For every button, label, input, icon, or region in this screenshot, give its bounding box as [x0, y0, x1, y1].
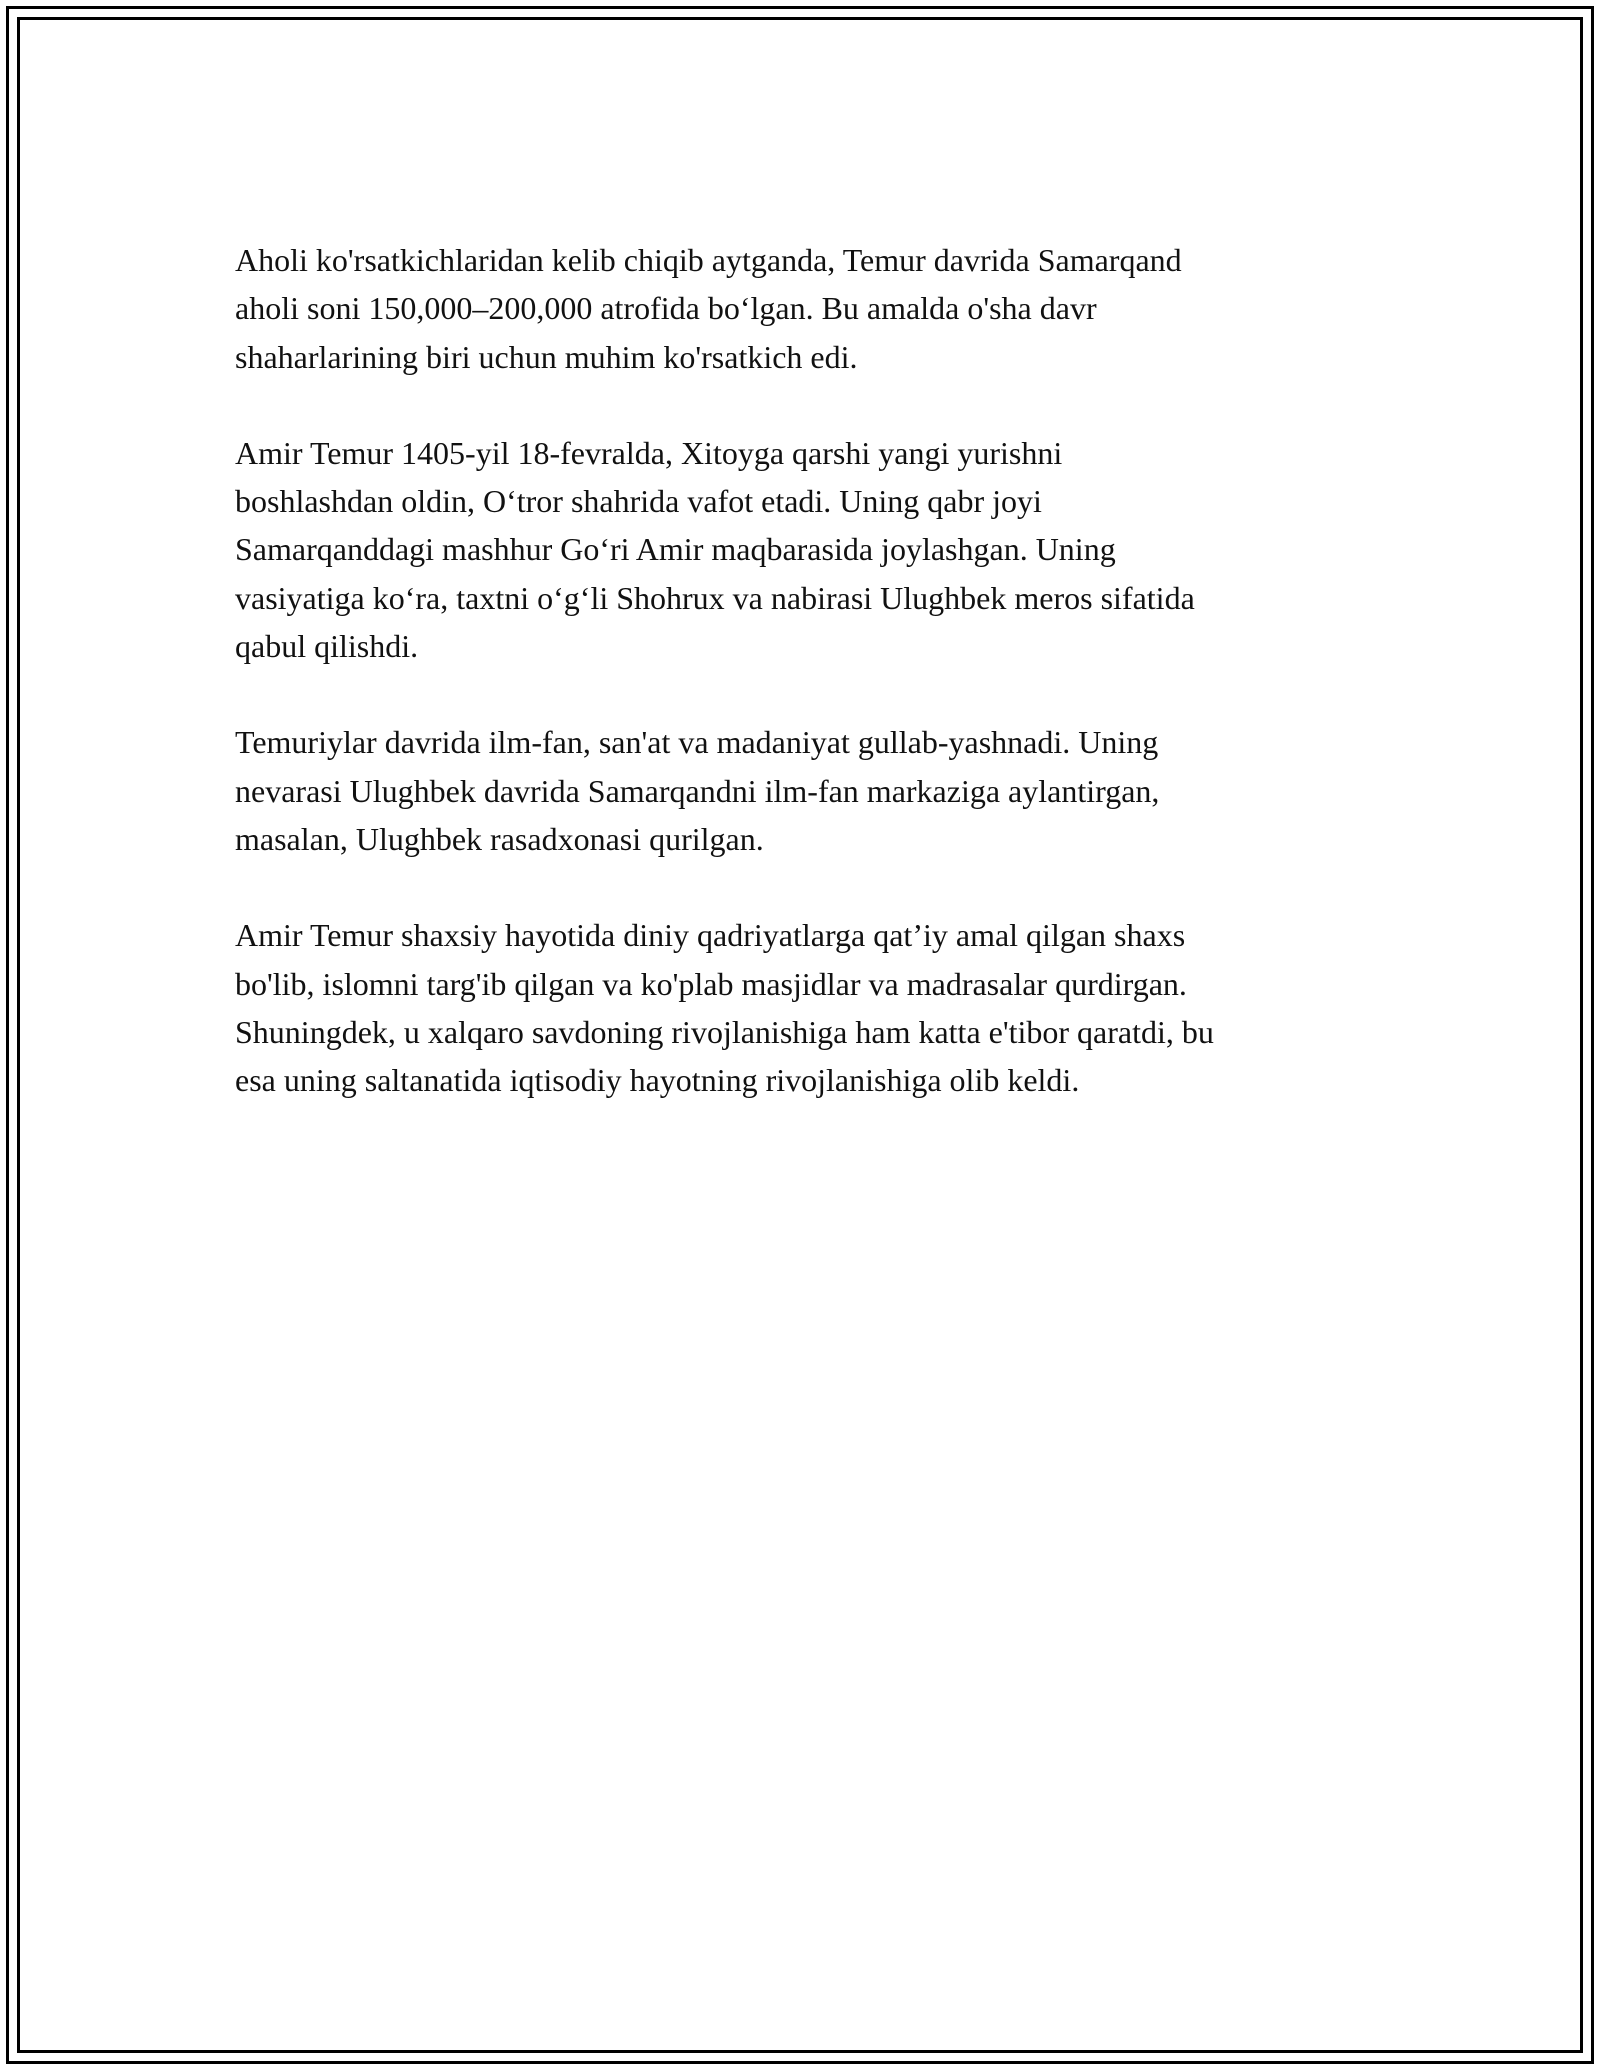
paragraph-timurid-culture: Temuriylar davrida ilm-fan, san'at va madaniyat gullab-yashnadi. Uning nevarasi Ulughbek davrida Samarqandni ilm-fan markaziga aylantirgan, masalan, Ulughbek rasadxonasi qurilgan.	[235, 724, 1160, 857]
paragraph-religion-and-trade: Amir Temur shaxsiy hayotida diniy qadriyatlarga qat’iy amal qilgan shaxs bo'lib, islomni targ'ib qilgan va ko'plab masjidlar va madrasalar qurdirgan. Shuningdek, u xalqaro savdoning rivojlanishiga ham katta e'tibor qaratdi, bu esa uning saltanatida iqtisodiy hayotning rivojlanishiga olib keldi.	[235, 917, 1214, 1099]
document-body	[235, 236, 1365, 1152]
paragraph-population: Aholi ko'rsatkichlaridan kelib chiqib aytganda, Temur davrida Samarqand aholi soni 150,000–200,000 atrofida bo‘lgan. Bu amalda o'sha davr shaharlarining biri uchun muhim ko'rsatkich edi.	[235, 242, 1182, 375]
paragraph-death-and-burial: Amir Temur 1405-yil 18-fevralda, Xitoyga qarshi yangi yurishni boshlashdan oldin, O‘tror shahrida vafot etadi. Uning qabr joyi Samarqanddagi mashhur Go‘ri Amir maqbarasida joylashgan. Uning vasiyatiga ko‘ra, taxtni o‘g‘li Shohrux va nabirasi Ulughbek meros sifatida qabul qilishdi.	[235, 434, 1195, 665]
